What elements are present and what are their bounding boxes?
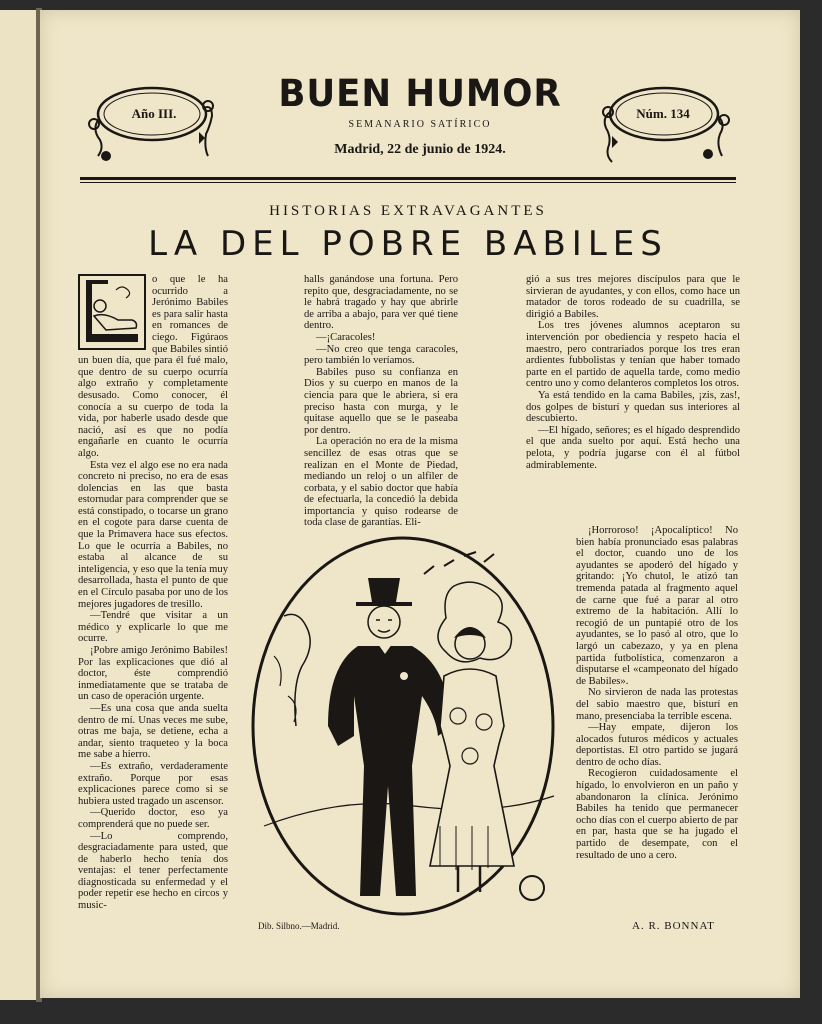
magazine-title: BUEN HUMOR xyxy=(278,72,562,115)
year-cartouche xyxy=(84,72,216,172)
paragraph: —¡Caracoles! xyxy=(316,331,376,343)
paragraph: gió a sus tres mejores discípulos para que le sirvieran de ayudantes, y con ellos, como hace un matador de toros rodeado de su cuadrilla, se dirigió a Babiles. xyxy=(526,274,740,320)
paragraph: —Hay empate, dijeron los alocados futuros médicos y actuales deportistas. El otro partido se jugará dentro de ocho días. xyxy=(576,722,738,768)
paragraph: Ya está tendido en la cama Babiles, ¡zis, zas!, dos golpes de bisturí y quedan sus interiores al descubierto. xyxy=(526,389,740,425)
year-label: Año III. xyxy=(131,106,177,121)
paragraph: ¡Horroroso! ¡Apocalíptico! No bien había pronunciado esas palabras el doctor, cuando uno de los ayudantes se apoderó del hígado y gritando: ¡Yo chutol, le atizó tan tremenda patada al fragmento aquel de carne que fué a parar al otro extremo de la habitación. Allí lo recogió de un puntapié otro de los ayudantes, se lo pasó al otro, que lo largó un cabezazo, y ya en plena partida futbolística, comenzaron a disputarse el «campeonato del hígado de Babiles». xyxy=(576,525,738,687)
ribbon-ornament-left xyxy=(84,72,216,172)
paragraph: o que le ha ocurrido a Jerónimo Babiles es para salir hasta en romances de ciego. Figúraos que Babiles sintió un buen día, que para él fué malo, que dentro de su cuerpo ocurría algo extraño y completamente desusado. Como conocer, él conocía a su cuerpo de toda la vida, por haberle usado desde que nació, así es que no podía engañarle en cuanto le ocurría algo. xyxy=(78,274,228,459)
paragraph: Los tres jóvenes alumnos aceptaron su intervención por obediencia y respeto hacia el maestro, pero contrariados porque los tres eran ardientes fubbolistas y tenían que haber tomado parte en el partido de aquella tarde, como medio centro uno y como delanteros completos los otros. xyxy=(526,320,740,390)
paragraph: —Lo comprendo, desgraciadamente para usted, que de haberlo hecho tenía dos ventajas: el tener perfectamente diagnosticada su enfermedad y el poder repetir ese hecho en circos y music- xyxy=(78,830,228,912)
paragraph: —Es una cosa que anda suelta dentro de mí. Unas veces me sube, otras me baja, se detiene, echa a andar, siento traqueteo y la boca me sabe a hierro. xyxy=(78,702,228,761)
paragraph: —El hígado, señores; es el hígado desprendido el que anda suelto por aquí. Está hecho una pelota, y podría jugarse con él al fútbol admirablemente. xyxy=(526,424,740,471)
paragraph: ¡Pobre amigo Jerónimo Babiles! Por las explicaciones que dió al doctor, éste comprendió inmediatamente que se trataba de un caso de operación urgente. xyxy=(78,645,228,703)
paragraph: halls ganándose una fortuna. Pero repito que, desgraciadamente, no se le habrá tragado y hay que abrirle de arriba a abajo, para ver qué tiene dentro. xyxy=(304,274,458,332)
paragraph: —Es extraño, verdaderamente extraño. Porque por esas explicaciones parece como si se hubiera usted tragado un ascensor. xyxy=(78,760,228,807)
article-headline: LA DEL POBRE BABILES xyxy=(148,224,668,264)
paragraph: —Querido doctor, eso ya comprenderá que no puede ser. xyxy=(78,807,228,830)
drop-cap-illustration xyxy=(78,274,146,350)
article-column-1 xyxy=(78,274,228,912)
article-column-3-continued xyxy=(576,525,738,861)
article-column-3 xyxy=(526,274,740,471)
paragraph: La operación no era de la misma sencillez de esas otras que se realizan en el Monte de Piedad, mediando un reloj o un alfiler de corbata, y el sabio doctor que había de efectuarla, la concedió la debida importancia y quiso rodearse de toda clase de garantías. Eli- xyxy=(304,436,458,529)
left-page-edge xyxy=(0,10,40,1000)
masthead xyxy=(270,72,570,158)
paragraph: Babiles puso su confianza en Dios y su cuerpo en manos de la ciencia para que le abriera, si era preciso hasta con murga, y le quitase aquello que se le paseaba por dentro. xyxy=(304,366,458,436)
section-title: HISTORIAS EXTRAVAGANTES xyxy=(269,203,547,219)
article-column-2 xyxy=(304,274,458,529)
paragraph: —No creo que tenga caracoles, pero también lo veríamos. xyxy=(304,343,458,367)
couple-illustration xyxy=(244,526,562,920)
number-cartouche xyxy=(598,72,732,172)
paragraph: No sirvieron de nada las protestas del sabio maestro que, bisturí en mano, presenciaba la terrible escena. xyxy=(576,687,738,722)
illustration-credit: Dib. Silbno.—Madrid. xyxy=(258,921,340,931)
paragraph: —Tendré que visitar a un médico y explicarle lo que me ocurre. xyxy=(78,610,228,645)
ribbon-ornament-right xyxy=(598,72,732,172)
paragraph: Recogieron cuidadosamente el hígado, lo envolvieron en un paño y abandonaron la clínica. Jerónimo Babiles ha tenido que permanecer ocho días con el cuerpo abierto de par en par, hasta que se ha jugado el partido de desempate, con el resultado de uno a cero. xyxy=(576,768,738,861)
article-illustration xyxy=(244,526,562,920)
drop-cap-l-icon xyxy=(80,276,144,348)
header-rule-thin xyxy=(80,182,736,183)
magazine-page xyxy=(40,10,800,998)
header-rule xyxy=(80,177,736,180)
number-label: Núm. 134 xyxy=(636,106,690,121)
paragraph: Esta vez el algo ese no era nada concreto ni preciso, no era de esas dolencias en las que basta estornudar para comprender que se está constipado, o tocarse un grano en el cogote para darse cuenta de que la Primavera hace sus efectos. Lo que le ocurría a Babiles, no estaba al alcance de su inteligencia, y eso que la tenía muy desarrollada, hasta el punto de que en el Círculo pasaba por uno de los mejores jugadores de tresillo. xyxy=(78,459,228,610)
magazine-subtitle: SEMANARIO SATÍRICO xyxy=(348,119,492,130)
author-signature: A. R. BONNAT xyxy=(632,920,715,932)
dateline: Madrid, 22 de junio de 1924. xyxy=(334,142,506,157)
